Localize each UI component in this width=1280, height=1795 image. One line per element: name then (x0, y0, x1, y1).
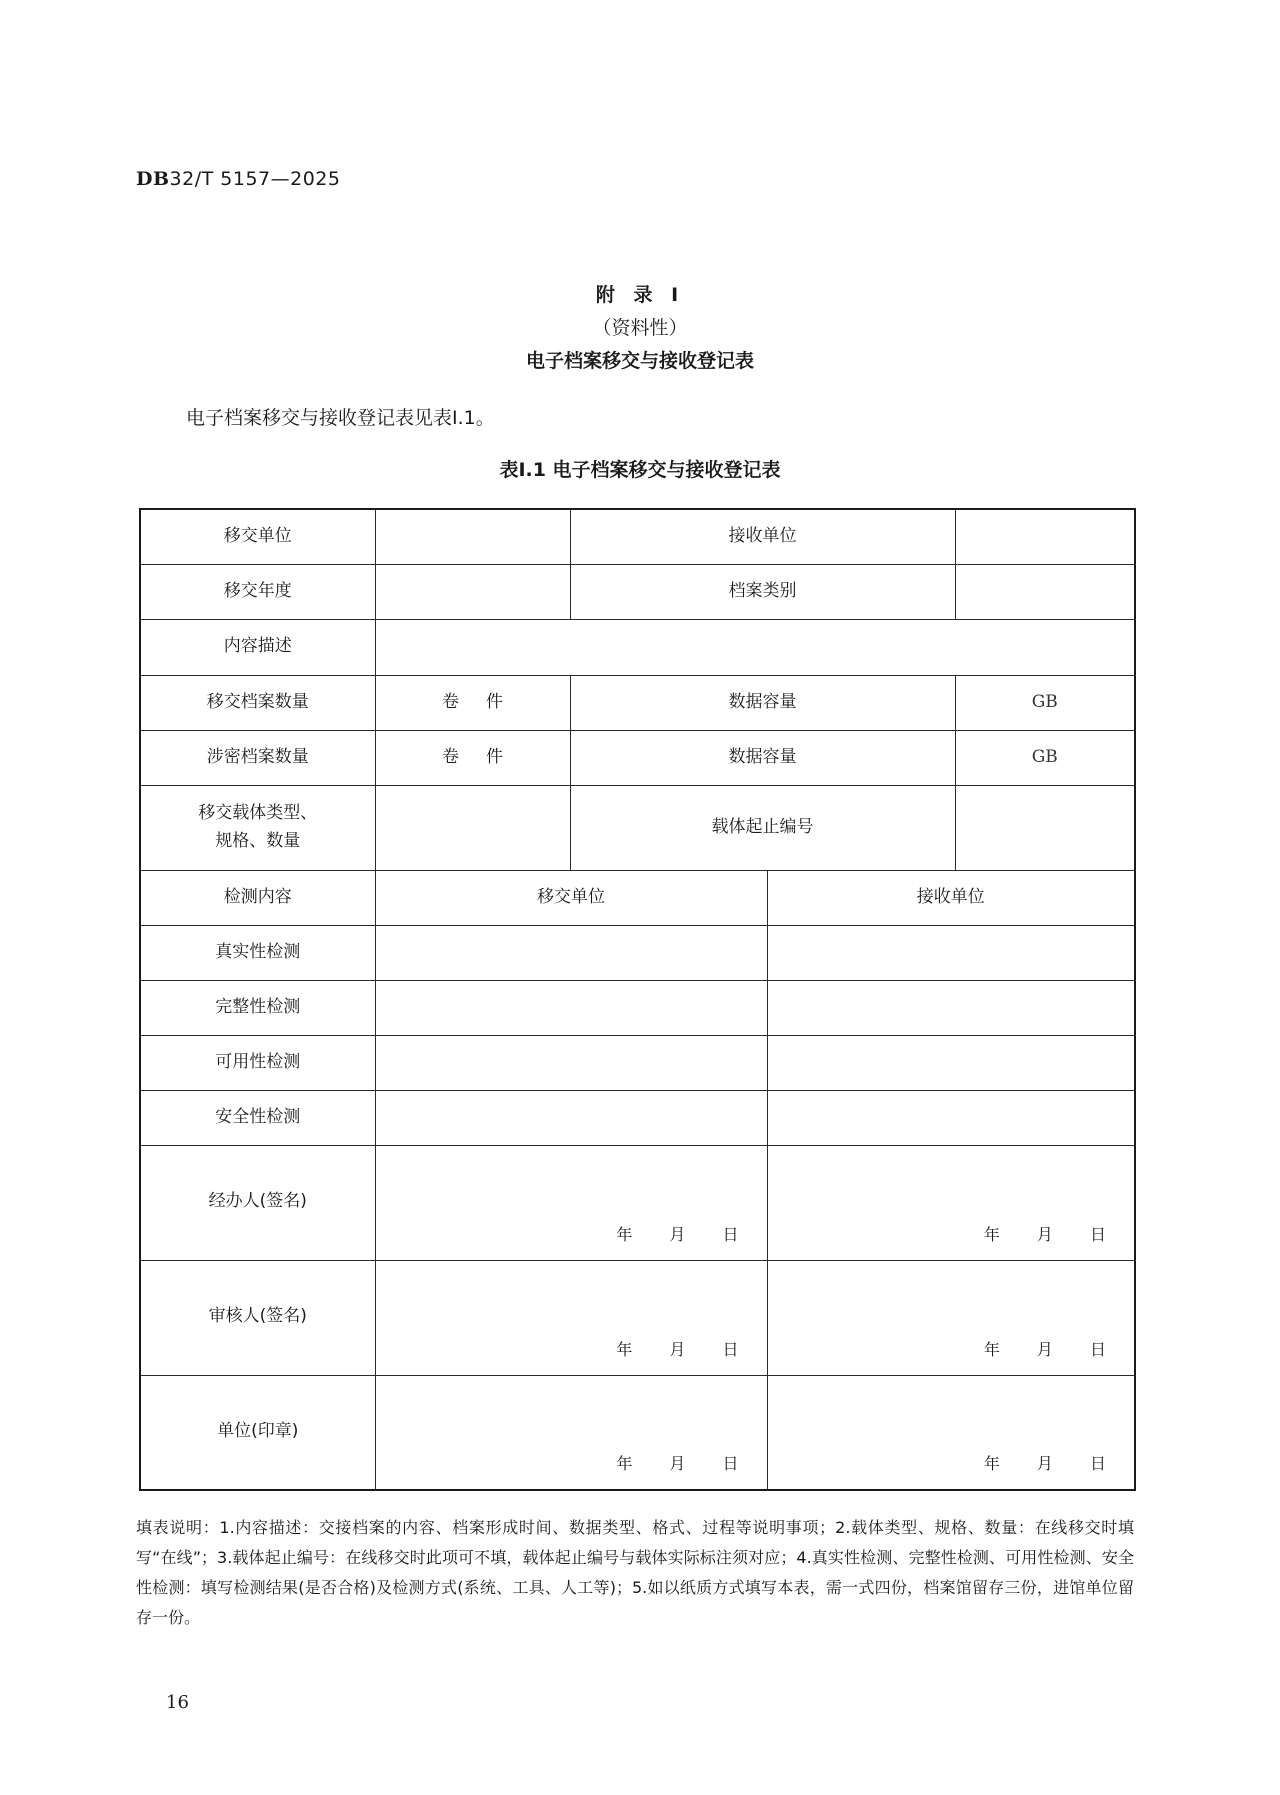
appendix-title: 附 录 I (595, 284, 685, 306)
transfer-year-field[interactable] (375, 564, 570, 619)
date-label: 年 月 日 (983, 1454, 1122, 1474)
check-content-header: 检测内容 (140, 870, 375, 925)
date-label: 年 月 日 (616, 1224, 755, 1244)
carrier-type-line1: 移交载体类型、 (198, 803, 318, 824)
carrier-numbers-label: 载体起止编号 (570, 785, 955, 870)
table-row (140, 870, 1135, 925)
standard-code (136, 168, 340, 190)
intro-paragraph: 电子档案移交与接收登记表见表I.1。 (186, 407, 495, 429)
reviewer-transfer-signature[interactable] (375, 1260, 767, 1375)
security-check-label: 安全性检测 (140, 1090, 375, 1145)
appendix-name: 电子档案移交与接收登记表 (525, 350, 754, 372)
receive-unit-label: 接收单位 (570, 509, 955, 564)
usability-check-label: 可用性检测 (140, 1035, 375, 1090)
fill-instructions: 填表说明：1.内容描述：交接档案的内容、档案形成时间、数据类型、格式、过程等说明事项；2.载体类型、规格、数量：在线移交时填写“在线”；3.载体起止编号：在线移交时此项可不填，载体起止编号与载体实际标注须对应；4.真实性检测、完整性检测、可用性检测、安全性检测：填写检测结果(是否合格)及检测方式(系统、工具、人工等)；5.如以纸质方式填写本表，需一式四份，档案馆留存三份，进馆单位留存一份。 (136, 1518, 1134, 1627)
integrity-transfer-field[interactable] (375, 980, 767, 1035)
registration-table (139, 508, 1136, 1491)
table-row (140, 675, 1135, 730)
transfer-capacity-field[interactable]: GB (955, 675, 1135, 730)
date-label: 年 月 日 (616, 1339, 755, 1359)
handler-transfer-signature[interactable] (375, 1145, 767, 1260)
transfer-year-label: 移交年度 (140, 564, 375, 619)
transfer-unit-label: 移交单位 (140, 509, 375, 564)
classified-capacity-field[interactable]: GB (955, 730, 1135, 785)
content-desc-label: 内容描述 (140, 619, 375, 675)
usability-receive-field[interactable] (767, 1035, 1135, 1090)
unit-seal-receive[interactable] (767, 1375, 1135, 1490)
table-row (140, 619, 1135, 675)
transfer-qty-field[interactable]: 卷 件 (375, 675, 570, 730)
content-desc-field[interactable] (375, 619, 1135, 675)
classified-qty-label: 涉密档案数量 (140, 730, 375, 785)
carrier-type-label (140, 785, 375, 870)
security-receive-field[interactable] (767, 1090, 1135, 1145)
table-row (140, 980, 1135, 1035)
classified-capacity-label: 数据容量 (570, 730, 955, 785)
standard-prefix: DB (136, 168, 170, 190)
unit-seal-transfer[interactable] (375, 1375, 767, 1490)
date-label: 年 月 日 (983, 1224, 1122, 1244)
usability-transfer-field[interactable] (375, 1035, 767, 1090)
page-number: 16 (166, 1692, 189, 1713)
date-label: 年 月 日 (616, 1454, 755, 1474)
archive-category-field[interactable] (955, 564, 1135, 619)
table-row (140, 1260, 1135, 1375)
transfer-capacity-label: 数据容量 (570, 675, 955, 730)
authenticity-receive-field[interactable] (767, 925, 1135, 980)
security-transfer-field[interactable] (375, 1090, 767, 1145)
table-row (140, 1090, 1135, 1145)
table-caption: 表Ⅰ.1 电子档案移交与接收登记表 (499, 459, 781, 481)
integrity-check-label: 完整性检测 (140, 980, 375, 1035)
archive-category-label: 档案类别 (570, 564, 955, 619)
authenticity-check-label: 真实性检测 (140, 925, 375, 980)
transfer-qty-label: 移交档案数量 (140, 675, 375, 730)
handler-receive-signature[interactable] (767, 1145, 1135, 1260)
standard-number: 32/T 5157—2025 (169, 168, 341, 190)
table-row (140, 1035, 1135, 1090)
check-receive-unit-header: 接收单位 (767, 870, 1135, 925)
unit-seal-label: 单位(印章) (140, 1375, 375, 1490)
table-row (140, 785, 1135, 870)
carrier-type-line2: 规格、数量 (215, 830, 301, 851)
table-row (140, 509, 1135, 564)
carrier-type-field[interactable] (375, 785, 570, 870)
handler-signature-label: 经办人(签名) (140, 1145, 375, 1260)
table-row (140, 730, 1135, 785)
reviewer-signature-label: 审核人(签名) (140, 1260, 375, 1375)
carrier-numbers-field[interactable] (955, 785, 1135, 870)
reviewer-receive-signature[interactable] (767, 1260, 1135, 1375)
transfer-unit-field[interactable] (375, 509, 570, 564)
authenticity-transfer-field[interactable] (375, 925, 767, 980)
table-row (140, 564, 1135, 619)
table-row (140, 1145, 1135, 1260)
table-row (140, 1375, 1135, 1490)
date-label: 年 月 日 (983, 1339, 1122, 1359)
table-row (140, 925, 1135, 980)
check-transfer-unit-header: 移交单位 (375, 870, 767, 925)
appendix-type: （资料性） (592, 317, 688, 339)
receive-unit-field[interactable] (955, 509, 1135, 564)
integrity-receive-field[interactable] (767, 980, 1135, 1035)
classified-qty-field[interactable]: 卷 件 (375, 730, 570, 785)
